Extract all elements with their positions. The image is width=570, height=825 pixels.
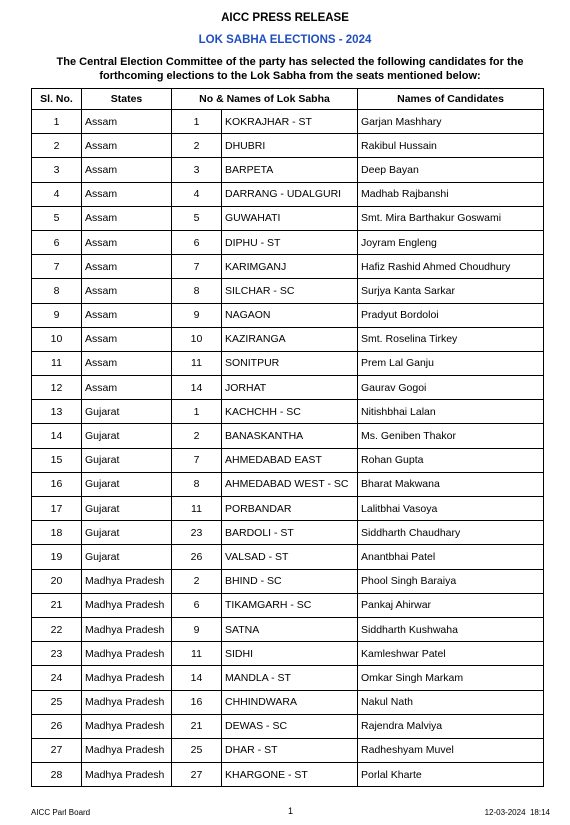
table-row xyxy=(32,376,544,400)
cell-state: Assam xyxy=(82,327,172,351)
cell-sl-no: 12 xyxy=(32,376,82,400)
cell-seat-name: VALSAD - ST xyxy=(222,545,358,569)
cell-seat-no: 16 xyxy=(172,690,222,714)
cell-candidate: Gaurav Gogoi xyxy=(358,376,544,400)
table-row xyxy=(32,279,544,303)
cell-candidate: Lalitbhai Vasoya xyxy=(358,497,544,521)
cell-seat-no: 2 xyxy=(172,569,222,593)
col-header-lok-sabha: No & Names of Lok Sabha xyxy=(172,89,358,110)
table-row xyxy=(32,642,544,666)
table-row xyxy=(32,230,544,254)
cell-seat-no: 1 xyxy=(172,400,222,424)
cell-candidate: Pankaj Ahirwar xyxy=(358,593,544,617)
cell-state: Gujarat xyxy=(82,497,172,521)
cell-seat-name: SONITPUR xyxy=(222,351,358,375)
cell-seat-name: PORBANDAR xyxy=(222,497,358,521)
cell-sl-no: 15 xyxy=(32,448,82,472)
cell-sl-no: 14 xyxy=(32,424,82,448)
table-body xyxy=(32,110,544,787)
cell-sl-no: 23 xyxy=(32,642,82,666)
cell-sl-no: 6 xyxy=(32,230,82,254)
cell-seat-name: JORHAT xyxy=(222,376,358,400)
cell-seat-name: KARIMGANJ xyxy=(222,255,358,279)
cell-seat-name: KOKRAJHAR - ST xyxy=(222,110,358,134)
cell-seat-no: 26 xyxy=(172,545,222,569)
cell-seat-no: 8 xyxy=(172,472,222,496)
cell-seat-name: AHMEDABAD WEST - SC xyxy=(222,472,358,496)
cell-seat-no: 1 xyxy=(172,110,222,134)
table-row xyxy=(32,327,544,351)
cell-seat-no: 7 xyxy=(172,448,222,472)
cell-seat-no: 23 xyxy=(172,521,222,545)
cell-candidate: Omkar Singh Markam xyxy=(358,666,544,690)
cell-state: Assam xyxy=(82,351,172,375)
cell-candidate: Garjan Mashhary xyxy=(358,110,544,134)
cell-state: Assam xyxy=(82,376,172,400)
table-row xyxy=(32,521,544,545)
cell-candidate: Bharat Makwana xyxy=(358,472,544,496)
cell-state: Gujarat xyxy=(82,400,172,424)
cell-seat-no: 7 xyxy=(172,255,222,279)
table-row xyxy=(32,400,544,424)
table-row xyxy=(32,497,544,521)
cell-seat-no: 4 xyxy=(172,182,222,206)
table-row xyxy=(32,545,544,569)
table-row xyxy=(32,110,544,134)
cell-state: Assam xyxy=(82,158,172,182)
cell-state: Assam xyxy=(82,206,172,230)
cell-seat-name: KAZIRANGA xyxy=(222,327,358,351)
cell-sl-no: 1 xyxy=(32,110,82,134)
cell-sl-no: 21 xyxy=(32,593,82,617)
cell-sl-no: 13 xyxy=(32,400,82,424)
col-header-candidates: Names of Candidates xyxy=(358,89,544,110)
cell-sl-no: 5 xyxy=(32,206,82,230)
cell-sl-no: 10 xyxy=(32,327,82,351)
cell-seat-no: 2 xyxy=(172,424,222,448)
cell-seat-no: 11 xyxy=(172,351,222,375)
cell-state: Gujarat xyxy=(82,424,172,448)
cell-candidate: Nakul Nath xyxy=(358,690,544,714)
cell-seat-no: 9 xyxy=(172,303,222,327)
cell-candidate: Rohan Gupta xyxy=(358,448,544,472)
cell-candidate: Smt. Roselina Tirkey xyxy=(358,327,544,351)
cell-sl-no: 16 xyxy=(32,472,82,496)
page-number: 1 xyxy=(288,806,294,816)
cell-state: Gujarat xyxy=(82,521,172,545)
cell-sl-no: 4 xyxy=(32,182,82,206)
cell-seat-name: DARRANG - UDALGURI xyxy=(222,182,358,206)
cell-seat-no: 14 xyxy=(172,666,222,690)
cell-sl-no: 7 xyxy=(32,255,82,279)
table-header-row xyxy=(32,89,544,110)
election-subtitle: LOK SABHA ELECTIONS - 2024 xyxy=(198,34,372,46)
cell-candidate: Rajendra Malviya xyxy=(358,714,544,738)
cell-sl-no: 25 xyxy=(32,690,82,714)
cell-state: Assam xyxy=(82,110,172,134)
cell-state: Gujarat xyxy=(82,545,172,569)
cell-seat-name: BARDOLI - ST xyxy=(222,521,358,545)
cell-seat-no: 27 xyxy=(172,763,222,787)
table-row xyxy=(32,206,544,230)
cell-seat-no: 25 xyxy=(172,738,222,762)
cell-seat-no: 8 xyxy=(172,279,222,303)
cell-candidate: Kamleshwar Patel xyxy=(358,642,544,666)
cell-candidate: Prem Lal Ganju xyxy=(358,351,544,375)
footer-board: AICC Parl Board xyxy=(31,808,91,817)
cell-sl-no: 28 xyxy=(32,763,82,787)
cell-seat-no: 14 xyxy=(172,376,222,400)
cell-candidate: Radheshyam Muvel xyxy=(358,738,544,762)
cell-candidate: Phool Singh Baraiya xyxy=(358,569,544,593)
cell-seat-no: 2 xyxy=(172,134,222,158)
cell-sl-no: 24 xyxy=(32,666,82,690)
cell-state: Assam xyxy=(82,255,172,279)
cell-candidate: Smt. Mira Barthakur Goswami xyxy=(358,206,544,230)
cell-state: Madhya Pradesh xyxy=(82,617,172,641)
table-row xyxy=(32,351,544,375)
col-header-sl-no: Sl. No. xyxy=(32,89,82,110)
cell-state: Madhya Pradesh xyxy=(82,666,172,690)
cell-candidate: Joyram Engleng xyxy=(358,230,544,254)
cell-seat-no: 21 xyxy=(172,714,222,738)
table-row xyxy=(32,255,544,279)
cell-seat-name: KACHCHH - SC xyxy=(222,400,358,424)
cell-seat-name: SIDHI xyxy=(222,642,358,666)
cell-candidate: Nitishbhai Lalan xyxy=(358,400,544,424)
cell-sl-no: 26 xyxy=(32,714,82,738)
table-row xyxy=(32,472,544,496)
cell-seat-name: TIKAMGARH - SC xyxy=(222,593,358,617)
intro-paragraph: The Central Election Committee of the party has selected the following candidates for the forthcoming elections to the Lok Sabha from the seats mentioned below: xyxy=(56,56,524,82)
cell-seat-no: 5 xyxy=(172,206,222,230)
cell-candidate: Rakibul Hussain xyxy=(358,134,544,158)
cell-seat-name: DHAR - ST xyxy=(222,738,358,762)
cell-sl-no: 3 xyxy=(32,158,82,182)
cell-seat-name: KHARGONE - ST xyxy=(222,763,358,787)
table-row xyxy=(32,714,544,738)
cell-candidate: Hafiz Rashid Ahmed Choudhury xyxy=(358,255,544,279)
cell-seat-name: SILCHAR - SC xyxy=(222,279,358,303)
cell-sl-no: 22 xyxy=(32,617,82,641)
cell-seat-no: 11 xyxy=(172,497,222,521)
table-row xyxy=(32,569,544,593)
cell-state: Madhya Pradesh xyxy=(82,763,172,787)
cell-state: Assam xyxy=(82,279,172,303)
cell-seat-name: DIPHU - ST xyxy=(222,230,358,254)
press-release-title: AICC PRESS RELEASE xyxy=(221,12,349,24)
table-row xyxy=(32,593,544,617)
table-row xyxy=(32,134,544,158)
cell-seat-name: NAGAON xyxy=(222,303,358,327)
table-row xyxy=(32,617,544,641)
cell-state: Assam xyxy=(82,182,172,206)
footer-timestamp xyxy=(485,808,550,817)
cell-seat-no: 6 xyxy=(172,230,222,254)
cell-seat-no: 11 xyxy=(172,642,222,666)
cell-state: Madhya Pradesh xyxy=(82,714,172,738)
table-row xyxy=(32,690,544,714)
cell-candidate: Siddharth Chaudhary xyxy=(358,521,544,545)
cell-sl-no: 18 xyxy=(32,521,82,545)
cell-seat-name: CHHINDWARA xyxy=(222,690,358,714)
table-row xyxy=(32,303,544,327)
cell-sl-no: 17 xyxy=(32,497,82,521)
table-row xyxy=(32,763,544,787)
cell-sl-no: 2 xyxy=(32,134,82,158)
cell-sl-no: 19 xyxy=(32,545,82,569)
table-row xyxy=(32,424,544,448)
cell-state: Madhya Pradesh xyxy=(82,569,172,593)
table-row xyxy=(32,448,544,472)
cell-state: Assam xyxy=(82,230,172,254)
table-row xyxy=(32,738,544,762)
cell-candidate: Siddharth Kushwaha xyxy=(358,617,544,641)
cell-state: Madhya Pradesh xyxy=(82,642,172,666)
table-row xyxy=(32,182,544,206)
cell-sl-no: 9 xyxy=(32,303,82,327)
cell-state: Madhya Pradesh xyxy=(82,738,172,762)
cell-sl-no: 11 xyxy=(32,351,82,375)
cell-seat-name: GUWAHATI xyxy=(222,206,358,230)
cell-state: Assam xyxy=(82,134,172,158)
cell-candidate: Deep Bayan xyxy=(358,158,544,182)
table-row xyxy=(32,666,544,690)
footer-date: 12-03-2024 xyxy=(484,808,526,817)
cell-sl-no: 8 xyxy=(32,279,82,303)
cell-state: Assam xyxy=(82,303,172,327)
cell-seat-name: AHMEDABAD EAST xyxy=(222,448,358,472)
cell-seat-name: BHIND - SC xyxy=(222,569,358,593)
cell-seat-name: BANASKANTHA xyxy=(222,424,358,448)
cell-candidate: Pradyut Bordoloi xyxy=(358,303,544,327)
cell-sl-no: 27 xyxy=(32,738,82,762)
cell-candidate: Surjya Kanta Sarkar xyxy=(358,279,544,303)
cell-candidate: Madhab Rajbanshi xyxy=(358,182,544,206)
cell-state: Madhya Pradesh xyxy=(82,593,172,617)
cell-seat-no: 6 xyxy=(172,593,222,617)
cell-state: Gujarat xyxy=(82,448,172,472)
cell-candidate: Ms. Geniben Thakor xyxy=(358,424,544,448)
cell-seat-name: DEWAS - SC xyxy=(222,714,358,738)
candidates-table xyxy=(31,88,544,787)
cell-seat-name: BARPETA xyxy=(222,158,358,182)
cell-seat-no: 3 xyxy=(172,158,222,182)
col-header-states: States xyxy=(82,89,172,110)
cell-seat-name: SATNA xyxy=(222,617,358,641)
footer-time: 18:14 xyxy=(529,808,550,817)
cell-seat-name: MANDLA - ST xyxy=(222,666,358,690)
cell-seat-name: DHUBRI xyxy=(222,134,358,158)
cell-state: Gujarat xyxy=(82,472,172,496)
cell-candidate: Porlal Kharte xyxy=(358,763,544,787)
cell-candidate: Anantbhai Patel xyxy=(358,545,544,569)
cell-seat-no: 10 xyxy=(172,327,222,351)
cell-seat-no: 9 xyxy=(172,617,222,641)
cell-sl-no: 20 xyxy=(32,569,82,593)
table-row xyxy=(32,158,544,182)
cell-state: Madhya Pradesh xyxy=(82,690,172,714)
